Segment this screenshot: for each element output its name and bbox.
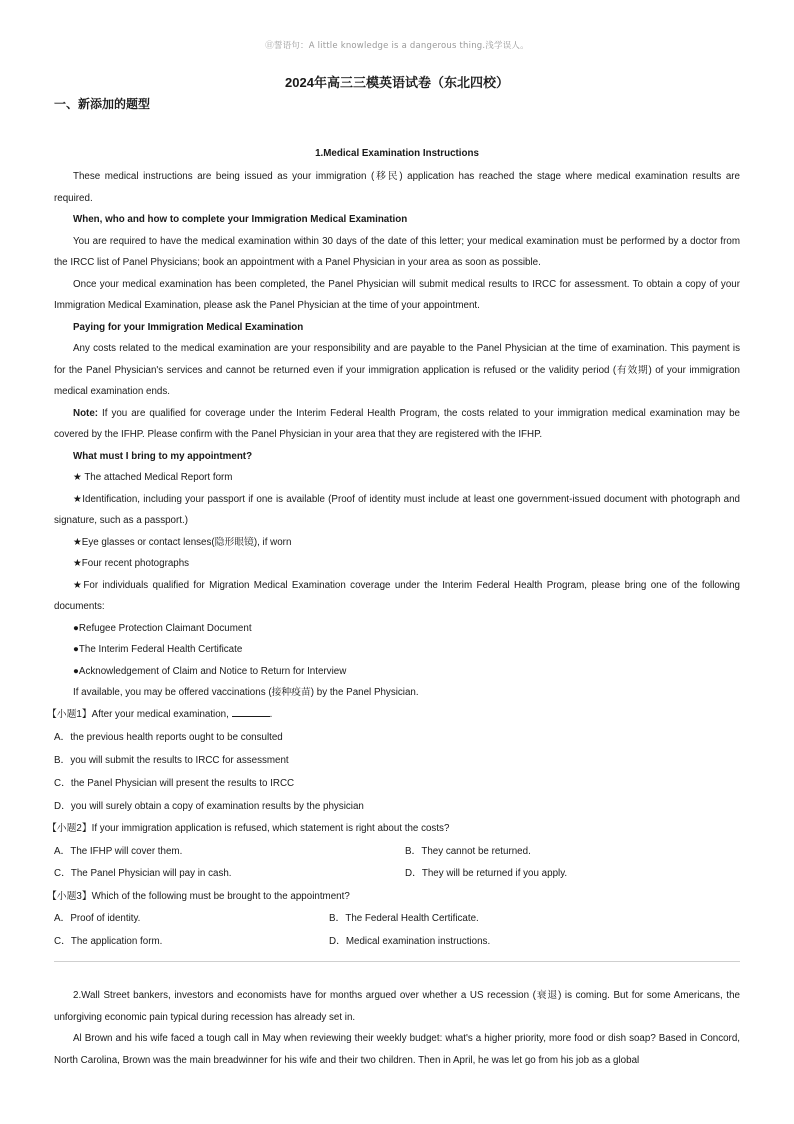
note-text: If you are qualified for coverage under the Interim Federal Health Program, the costs related to your immigration medical examination may be covered by the IFHP. Please confirm with the Panel Physician in your area that they are registered with the IFHP. bbox=[54, 407, 740, 440]
options-row bbox=[54, 863, 740, 886]
section-heading: 一、新添加的题型 bbox=[54, 97, 151, 111]
option-d[interactable]: D．you will surely obtain a copy of examination results by the physician bbox=[54, 801, 364, 812]
paragraph: 2.Wall Street bankers, investors and economists have for months argued over whether a US recession (衰退) is coming. But for some Americans, the unforgiving economic pain typical during recession has already set in. bbox=[54, 990, 740, 1023]
list-item: ★Eye glasses or contact lenses(隐形眼镜), if worn bbox=[73, 536, 292, 548]
question-text: 【小题1】After your medical examination, bbox=[47, 708, 232, 720]
paragraph: Al Brown and his wife faced a tough call in May when reviewing their weekly budget: what's a higher priority, more food or dish soap? Based in Concord, North Carolina, Brown was the main breadwinner for his wife and their two children. Then in April, he was let go from his job as a global bbox=[54, 1033, 740, 1066]
option-a[interactable]: A．The IFHP will cover them. bbox=[54, 845, 183, 857]
paragraph-closing: If available, you may be offered vaccinations (接种疫苗) by the Panel Physician. bbox=[73, 687, 419, 698]
option-b[interactable]: B．They cannot be returned. bbox=[405, 845, 531, 857]
option-d[interactable]: D．They will be returned if you apply. bbox=[405, 868, 568, 879]
question-text-end: . bbox=[269, 708, 273, 720]
options-row bbox=[54, 908, 740, 931]
list-item: ★Four recent photographs bbox=[73, 558, 190, 569]
passage-2 bbox=[54, 985, 740, 1071]
option-c[interactable]: C．The application form. bbox=[54, 935, 163, 947]
document-item: ●The Interim Federal Health Certificate bbox=[73, 644, 243, 655]
option-b[interactable]: B．you will submit the results to IRCC for assessment bbox=[54, 755, 289, 766]
paragraph: You are required to have the medical examination within 30 days of the date of this letter; your medical examination must be performed by a doctor from the IRCC list of Panel Physicians; book an appointment with a Panel Physician in your area as soon as possible. bbox=[54, 235, 740, 268]
paragraph-note bbox=[54, 403, 740, 446]
paragraph-intro: These medical instructions are being issued as your immigration (移民) application has reached the stage where medical examination results are required. bbox=[54, 171, 740, 204]
note-label: Note: bbox=[73, 407, 99, 419]
list-item: ★ The attached Medical Report form bbox=[73, 472, 233, 483]
option-c[interactable]: C．the Panel Physician will present the results to IRCC bbox=[54, 778, 295, 789]
subheading-bring: What must I bring to my appointment? bbox=[73, 450, 253, 462]
passage-title: 1.Medical Examination Instructions bbox=[315, 148, 479, 159]
option-d[interactable]: D．Medical examination instructions. bbox=[329, 935, 491, 947]
paragraph: Any costs related to the medical examination are your responsibility and are payable to the Panel Physician at the time of examination. This payment is for the Panel Physician's services and cannot be returned even if your immigration application is refused or the validity period (有效期) of your immigration medical examination ends. bbox=[54, 343, 740, 397]
subheading-paying: Paying for your Immigration Medical Examination bbox=[73, 321, 304, 333]
list-item: ★Identification, including your passport if one is available (Proof of identity must include at least one government-issued document with photograph and signature, such as a passport.) bbox=[54, 493, 740, 526]
subheading-when: When, who and how to complete your Immigration Medical Examination bbox=[73, 214, 408, 225]
option-a[interactable]: A．Proof of identity. bbox=[54, 913, 141, 924]
options-row bbox=[54, 931, 740, 954]
document-item: ●Acknowledgement of Claim and Notice to Return for Interview bbox=[73, 665, 347, 677]
option-b[interactable]: B．The Federal Health Certificate. bbox=[329, 913, 479, 924]
passage-1 bbox=[47, 166, 740, 953]
option-c[interactable]: C．The Panel Physician will pay in cash. bbox=[54, 868, 232, 879]
answer-blank bbox=[232, 705, 270, 717]
question-2-stem: 【小题2】If your immigration application is refused, which statement is right about the costs? bbox=[47, 823, 450, 834]
options-row bbox=[54, 841, 740, 864]
divider bbox=[54, 961, 740, 962]
paragraph: Once your medical examination has been completed, the Panel Physician will submit medical results to IRCC for assessment. To obtain a copy of your Immigration Medical Examination, please ask the Panel Physician at the time of your appointment. bbox=[54, 278, 740, 311]
question-1-stem bbox=[47, 704, 740, 727]
watermark: ㊐誓语句：A little knowledge is a dangerous thing.浅学误人。 bbox=[265, 41, 529, 51]
list-item: ★For individuals qualified for Migration Medical Examination coverage under the Interim Federal Health Program, please bring one of the following documents: bbox=[54, 579, 740, 612]
document-item: ●Refugee Protection Claimant Document bbox=[73, 622, 252, 634]
page-title: 2024年高三三模英语试卷（东北四校） bbox=[285, 75, 509, 90]
option-a[interactable]: A．the previous health reports ought to be consulted bbox=[54, 732, 283, 743]
question-3-stem: 【小题3】Which of the following must be brought to the appointment? bbox=[47, 890, 350, 902]
